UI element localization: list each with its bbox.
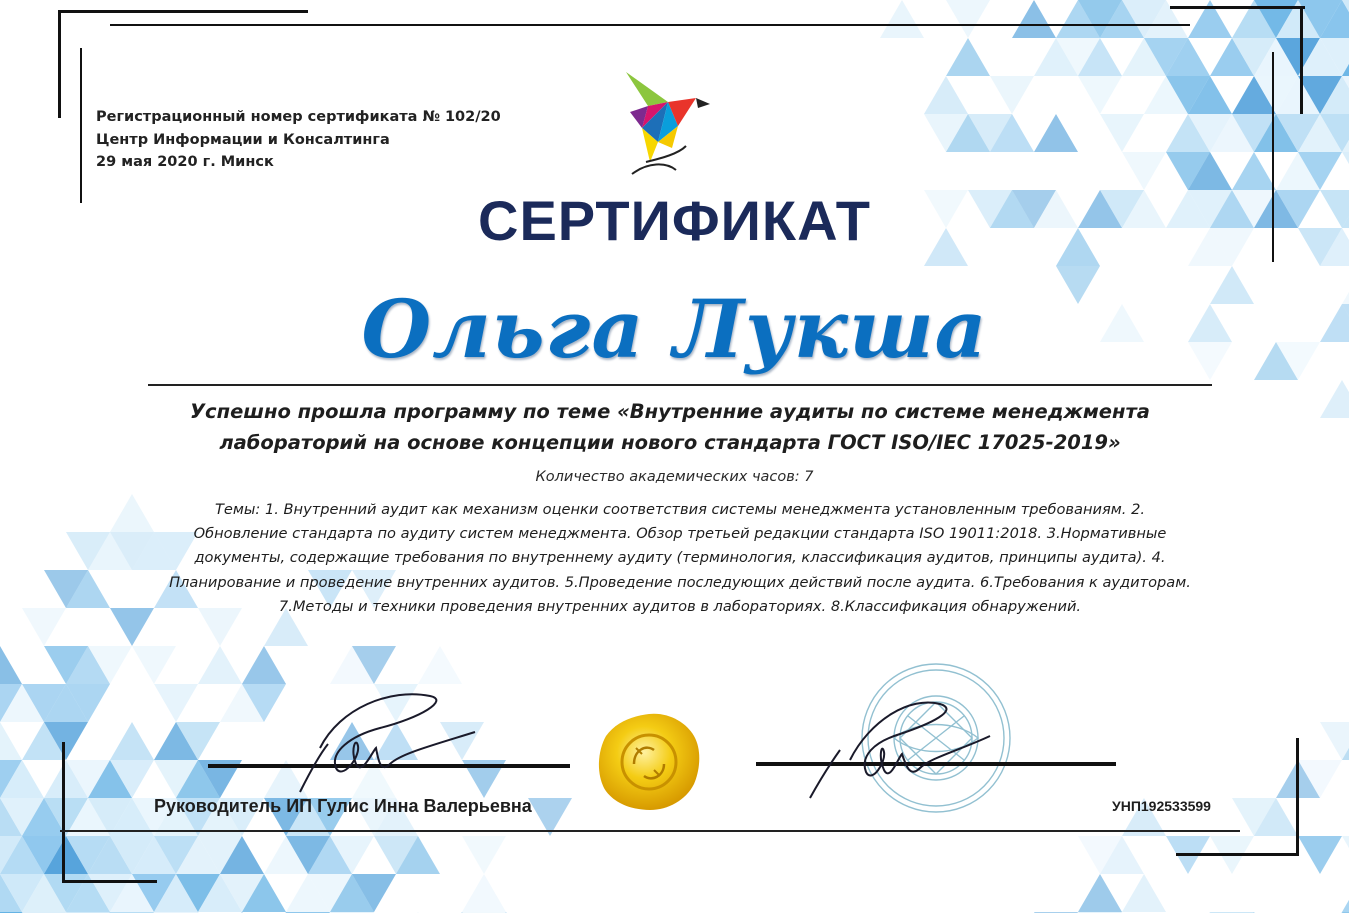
background-triangle	[462, 874, 506, 912]
background-triangle	[1320, 380, 1349, 418]
frame-bottom-left-v	[62, 742, 65, 882]
frame-top-h	[110, 24, 1190, 26]
program-line: лабораторий на основе концепции нового стандарта ГОСТ ISO/IEC 17025-2019»	[219, 431, 1121, 454]
background-triangle	[1320, 722, 1349, 760]
background-triangle	[880, 0, 924, 38]
frame-top-left-h	[58, 10, 308, 13]
topics-line: документы, содержащие требования по внутреннему аудиту (терминология, классификация аудитов, принципы аудита). 4.	[194, 549, 1166, 567]
academic-hours: Количество академических часов: 7	[535, 469, 814, 485]
background-triangle	[132, 646, 176, 684]
background-triangle	[1342, 874, 1349, 912]
topics-list	[110, 498, 1250, 619]
background-triangle	[1078, 874, 1122, 912]
background-triangle	[1342, 152, 1349, 190]
background-triangle	[1122, 874, 1166, 912]
bottom-rule	[60, 830, 1240, 832]
issue-date-place: 29 мая 2020 г. Минск	[96, 154, 274, 170]
frame-top-right-v	[1300, 6, 1303, 114]
frame-top-right-h	[1170, 6, 1305, 9]
topics-line: Планирование и проведение внутренних аудитов. 5.Проведение последующих действий после аудита. 6.Требования к аудиторам.	[169, 573, 1191, 591]
background-triangle	[1012, 0, 1056, 38]
background-triangle	[0, 722, 22, 760]
origami-bird-logo	[612, 66, 718, 186]
certificate-title: СЕРТИФИКАТ	[478, 189, 871, 252]
recipient-name: Ольга Лукша	[361, 282, 988, 376]
unp-number: УНП192533599	[1112, 798, 1211, 814]
background-triangle	[462, 836, 506, 874]
topics-line: Темы: 1. Внутренний аудит как механизм оценки соответствия системы менеджмента установленным требованиям. 2.	[215, 501, 1145, 518]
organization-name: Центр Информации и Консалтинга	[96, 131, 390, 148]
frame-bottom-left-h	[62, 880, 157, 883]
second-signature	[800, 690, 1000, 802]
registration-block	[96, 106, 501, 174]
program-description	[150, 396, 1190, 458]
gold-wax-seal-icon	[594, 710, 704, 814]
background-triangle	[0, 646, 22, 684]
topics-line: Обновление стандарта по аудиту систем менеджмента. Обзор третьей редакции стандарта ISO 19011:2018. 3.Нормативные	[193, 525, 1167, 543]
frame-bottom-right-v	[1296, 738, 1299, 856]
background-triangle	[1342, 836, 1349, 874]
background-triangle	[1298, 836, 1342, 874]
background-triangle	[1034, 114, 1078, 152]
background-triangle	[242, 646, 286, 684]
background-triangle	[418, 646, 462, 684]
background-triangle	[1078, 76, 1122, 114]
frame-bottom-right-h	[1176, 853, 1299, 856]
frame-inner-left-v	[80, 48, 82, 203]
background-triangle	[110, 722, 154, 760]
background-triangle	[198, 646, 242, 684]
registration-number: Регистрационный номер сертификата № 102/20	[96, 109, 501, 125]
program-line: Успешно прошла программу по теме «Внутренние аудиты по системе менеджмента	[190, 400, 1150, 423]
background-triangle	[154, 684, 198, 722]
background-triangle	[1122, 152, 1166, 190]
background-triangle	[946, 38, 990, 76]
frame-top-left-v	[58, 10, 61, 118]
name-underline	[148, 384, 1212, 386]
topics-line: 7.Методы и техники проведения внутренних аудитов в лабораториях. 8.Классификация обнаружений.	[278, 597, 1082, 615]
leader-name: Руководитель ИП Гулис Инна Валерьевна	[154, 796, 532, 816]
background-triangle	[946, 0, 990, 38]
background-triangle	[1232, 152, 1276, 190]
background-triangle	[924, 76, 968, 114]
leader-signature	[280, 688, 490, 798]
background-triangle	[22, 608, 66, 646]
background-triangle	[1100, 114, 1144, 152]
background-triangle	[990, 76, 1034, 114]
